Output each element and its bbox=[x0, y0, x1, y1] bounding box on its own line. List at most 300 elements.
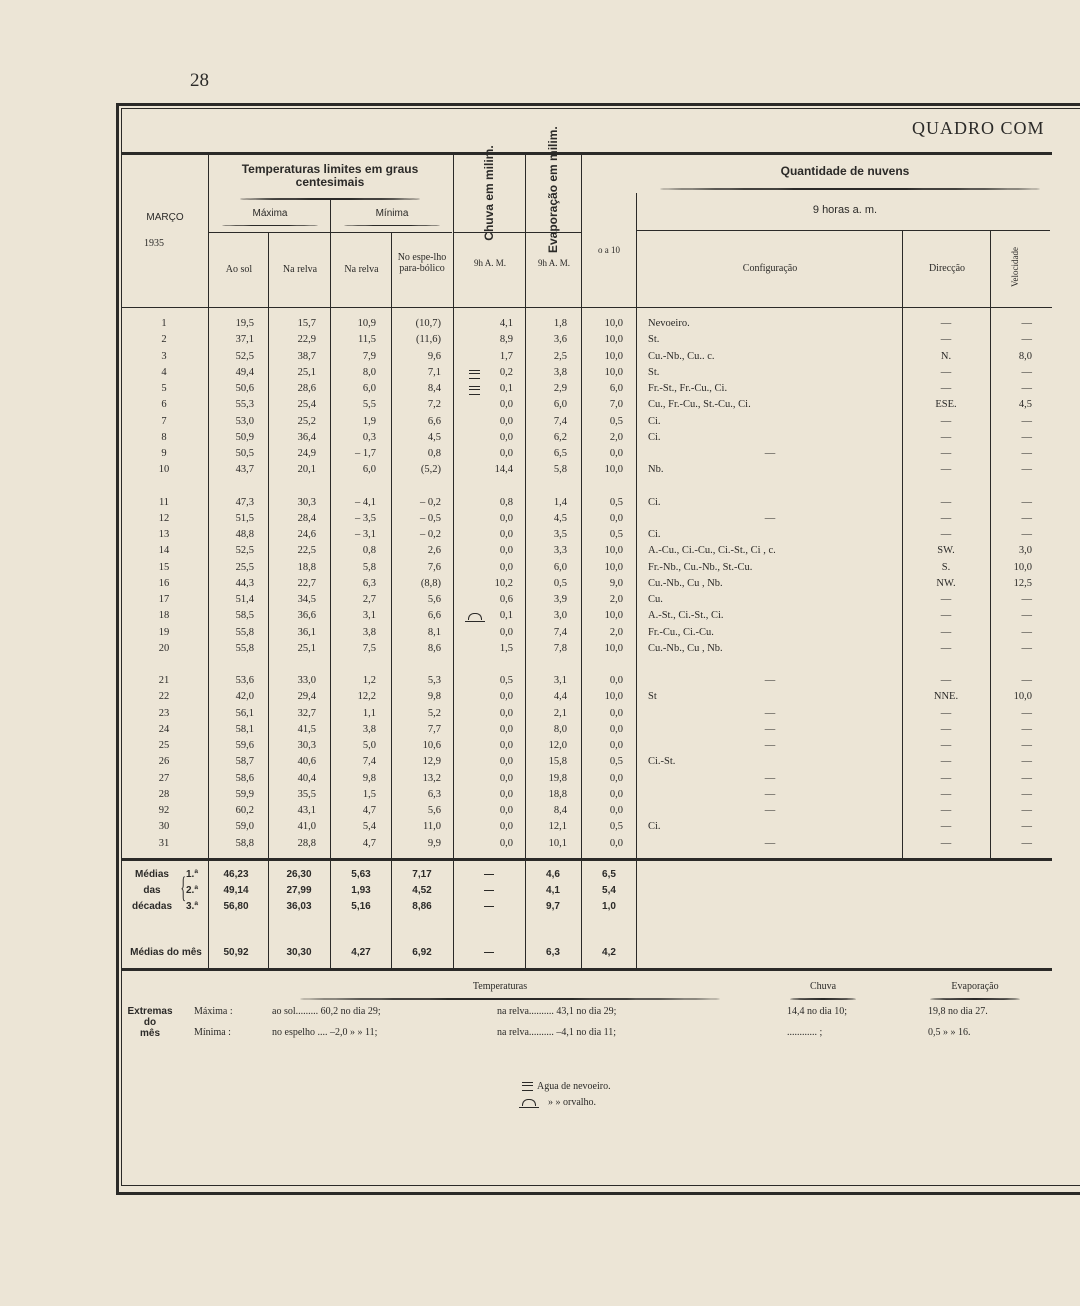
cell-nuvens: 0,0 bbox=[609, 707, 623, 719]
cell-velocidade: 3,0 bbox=[1018, 545, 1032, 557]
cell-chuva: 0,0 bbox=[499, 399, 513, 411]
decada-cell: 36,03 bbox=[286, 901, 312, 912]
cell-velocidade: 4,5 bbox=[1018, 399, 1032, 411]
cell-configuracao: Cu.-Nb., Cu , Nb. bbox=[648, 577, 723, 589]
cell-nuvens: 10,0 bbox=[604, 545, 623, 557]
cell-ao-sol: 53,6 bbox=[235, 675, 254, 686]
cell-ao-sol: 50,6 bbox=[235, 383, 254, 394]
decada-cell: 9,7 bbox=[546, 901, 560, 912]
decada-cell: 7,17 bbox=[412, 869, 432, 880]
dew-icon bbox=[522, 1099, 536, 1106]
cell-velocidade: — bbox=[1021, 512, 1032, 524]
cell-configuracao: — bbox=[764, 723, 776, 735]
table-title: QUADRO COM bbox=[912, 118, 1045, 138]
extremas-max-evap: 19,8 no dia 27. bbox=[928, 1006, 988, 1017]
cell-nuvens: 0,0 bbox=[609, 740, 623, 751]
cell-day: 27 bbox=[158, 772, 170, 784]
cell-ao-sol: 58,1 bbox=[235, 723, 254, 735]
cell-day: 20 bbox=[158, 642, 170, 654]
decada-cell: 5,4 bbox=[602, 885, 616, 896]
cell-espelho: 8,1 bbox=[427, 626, 441, 638]
cell-velocidade: — bbox=[1021, 805, 1032, 816]
cell-direccao: — bbox=[940, 788, 952, 800]
cell-configuracao: Nb. bbox=[648, 464, 664, 476]
cell-relva-min: 5,5 bbox=[362, 399, 376, 411]
cell-velocidade: — bbox=[1021, 723, 1032, 735]
temp-group-header: Temperaturas limites em graus centesimais bbox=[241, 162, 419, 189]
cell-configuracao: — bbox=[764, 512, 776, 524]
cell-nuvens: 0,0 bbox=[609, 723, 623, 735]
cell-nuvens: 0,0 bbox=[609, 837, 623, 849]
cell-nuvens: 0,0 bbox=[609, 772, 623, 784]
cell-day: 15 bbox=[158, 561, 170, 573]
nuvens-hour: 9 horas a. m. bbox=[812, 204, 878, 216]
cell-velocidade: — bbox=[1021, 707, 1032, 719]
cell-direccao: — bbox=[940, 512, 952, 524]
cell-configuracao: Cu., Fr.-Cu., St.-Cu., Ci. bbox=[648, 399, 751, 411]
cell-velocidade: — bbox=[1021, 837, 1032, 849]
cell-configuracao: — bbox=[764, 837, 776, 849]
cell-direccao: — bbox=[940, 642, 952, 654]
cell-ao-sol: 56,1 bbox=[235, 707, 254, 719]
cell-espelho: (5,2) bbox=[420, 464, 441, 476]
cell-velocidade: 10,0 bbox=[1013, 561, 1032, 573]
cell-day: 12 bbox=[158, 512, 170, 524]
cell-nuvens: 10,0 bbox=[604, 642, 623, 654]
cell-relva-min: 5,4 bbox=[362, 821, 376, 833]
extremas-label-2: do bbox=[143, 1017, 157, 1028]
col-ao-sol: Ao sol bbox=[225, 264, 253, 275]
mes-cell: 4,2 bbox=[602, 947, 616, 958]
cell-relva-max: 25,1 bbox=[297, 366, 316, 378]
cell-ao-sol: 49,4 bbox=[235, 366, 254, 378]
cell-direccao: — bbox=[940, 707, 952, 719]
decada-cell: 1,93 bbox=[351, 885, 371, 896]
cell-day: 5 bbox=[161, 383, 167, 394]
year-label: 1935 bbox=[144, 238, 164, 249]
cell-ao-sol: 42,0 bbox=[235, 691, 254, 703]
cell-relva-min: 7,4 bbox=[362, 756, 376, 768]
cell-relva-max: 36,6 bbox=[297, 610, 316, 622]
cell-direccao: SW. bbox=[937, 545, 955, 557]
cell-ao-sol: 52,5 bbox=[235, 545, 254, 557]
cell-velocidade: — bbox=[1021, 464, 1032, 476]
cell-chuva: 0,0 bbox=[499, 448, 513, 459]
cell-velocidade: — bbox=[1021, 496, 1032, 508]
cell-configuracao: Ci. bbox=[648, 529, 661, 540]
cell-chuva: 0,0 bbox=[499, 545, 513, 557]
cell-direccao: — bbox=[940, 756, 952, 768]
cell-relva-max: 28,6 bbox=[297, 383, 316, 394]
cell-velocidade: — bbox=[1021, 448, 1032, 459]
cell-evaporacao: 2,1 bbox=[553, 707, 567, 719]
cell-evaporacao: 2,9 bbox=[553, 383, 567, 394]
cell-relva-max: 34,5 bbox=[297, 594, 316, 605]
cell-relva-max: 30,3 bbox=[297, 496, 316, 508]
cell-direccao: — bbox=[940, 415, 952, 427]
cell-ao-sol: 58,8 bbox=[235, 837, 254, 849]
cell-direccao: — bbox=[940, 805, 952, 816]
cell-configuracao: Ci. bbox=[648, 821, 661, 833]
cell-configuracao: A.-Cu., Ci.-Cu., Ci.-St., Ci , c. bbox=[648, 545, 776, 557]
cell-relva-max: 41,0 bbox=[297, 821, 316, 833]
cell-velocidade: — bbox=[1021, 756, 1032, 768]
cell-nuvens: 10,0 bbox=[604, 366, 623, 378]
cell-day: 14 bbox=[158, 545, 170, 557]
cell-velocidade: — bbox=[1021, 772, 1032, 784]
cell-velocidade: 10,0 bbox=[1013, 691, 1032, 703]
cell-evaporacao: 7,4 bbox=[553, 626, 567, 638]
cell-ao-sol: 48,8 bbox=[235, 529, 254, 540]
extremas-temp-header: Temperaturas bbox=[472, 981, 528, 992]
cell-day: 92 bbox=[158, 805, 170, 816]
cell-relva-max: 38,7 bbox=[297, 350, 316, 362]
mes-cell: 30,30 bbox=[286, 947, 312, 958]
cell-nuvens: 2,0 bbox=[609, 594, 623, 605]
cell-direccao: S. bbox=[941, 561, 951, 573]
chuva-header: Chuva em milim. bbox=[482, 145, 496, 241]
cell-relva-min: 3,8 bbox=[362, 723, 376, 735]
decada-cell: 56,80 bbox=[223, 901, 249, 912]
cell-configuracao: Fr.-Cu., Ci.-Cu. bbox=[648, 626, 714, 638]
cell-relva-min: 1,5 bbox=[362, 788, 376, 800]
cell-day: 7 bbox=[161, 415, 167, 427]
cell-relva-min: 5,0 bbox=[362, 740, 376, 751]
cell-relva-min: 10,9 bbox=[357, 318, 376, 329]
cell-direccao: — bbox=[940, 594, 952, 605]
decadas-label-1: Médias bbox=[135, 869, 169, 880]
cell-evaporacao: 2,5 bbox=[553, 350, 567, 362]
cell-relva-min: 1,2 bbox=[362, 675, 376, 686]
cell-relva-min: – 3,1 bbox=[355, 529, 376, 540]
cell-relva-min: 6,0 bbox=[362, 464, 376, 476]
cell-ao-sol: 53,0 bbox=[235, 415, 254, 427]
cell-evaporacao: 10,1 bbox=[548, 837, 567, 849]
cell-configuracao: Fr.-St., Fr.-Cu., Ci. bbox=[648, 383, 728, 394]
cell-relva-max: 30,3 bbox=[297, 740, 316, 751]
legend-fog: Agua de nevoeiro. bbox=[522, 1081, 611, 1092]
header-top-rule bbox=[121, 152, 1052, 155]
cell-evaporacao: 5,8 bbox=[553, 464, 567, 476]
cell-nuvens: 0,5 bbox=[609, 821, 623, 833]
cell-espelho: 2,6 bbox=[427, 545, 441, 557]
cell-relva-max: 28,4 bbox=[297, 512, 316, 524]
cell-relva-max: 40,6 bbox=[297, 756, 316, 768]
decada-cell: 5,16 bbox=[351, 901, 371, 912]
cell-relva-min: – 4,1 bbox=[355, 496, 376, 508]
cell-velocidade: — bbox=[1021, 642, 1032, 654]
cell-evaporacao: 1,8 bbox=[553, 318, 567, 329]
mes-cell: 4,27 bbox=[351, 947, 371, 958]
mes-cell: 50,92 bbox=[223, 947, 249, 958]
cell-espelho: 9,6 bbox=[427, 350, 441, 362]
cell-day: 11 bbox=[158, 496, 170, 508]
cell-velocidade: — bbox=[1021, 610, 1032, 622]
cell-espelho: – 0,2 bbox=[420, 496, 441, 508]
cell-evaporacao: 3,9 bbox=[553, 594, 567, 605]
cell-configuracao: Cu.-Nb., Cu , Nb. bbox=[648, 642, 723, 654]
cell-direccao: — bbox=[940, 610, 952, 622]
cell-espelho: 12,9 bbox=[422, 756, 441, 768]
cell-day: 24 bbox=[158, 723, 170, 735]
cell-ao-sol: 50,9 bbox=[235, 431, 254, 443]
cell-relva-max: 28,8 bbox=[297, 837, 316, 849]
maxima-header: Máxima bbox=[252, 208, 288, 219]
cell-velocidade: — bbox=[1021, 788, 1032, 800]
cell-espelho: 7,7 bbox=[427, 723, 441, 735]
cell-espelho: 8,6 bbox=[427, 642, 441, 654]
cell-ao-sol: 60,2 bbox=[235, 805, 254, 816]
extremas-chuva-header: Chuva bbox=[809, 981, 837, 992]
cell-espelho: 4,5 bbox=[427, 431, 441, 443]
cell-chuva: 0,0 bbox=[499, 512, 513, 524]
fog-water-icon bbox=[522, 1082, 533, 1091]
extremas-min-evap: 0,5 » » 16. bbox=[928, 1027, 971, 1038]
cell-espelho: 6,3 bbox=[427, 788, 441, 800]
cell-relva-max: 36,4 bbox=[297, 431, 316, 443]
cell-velocidade: — bbox=[1021, 318, 1032, 329]
cell-chuva: 0,6 bbox=[499, 594, 513, 605]
cell-direccao: — bbox=[940, 464, 952, 476]
decada-cell: 4,1 bbox=[546, 885, 560, 896]
cell-chuva: 0,0 bbox=[499, 691, 513, 703]
cell-relva-min: 1,9 bbox=[362, 415, 376, 427]
cell-evaporacao: 3,1 bbox=[553, 675, 567, 686]
cell-relva-max: 15,7 bbox=[297, 318, 316, 329]
cell-configuracao: — bbox=[764, 788, 776, 800]
cell-day: 28 bbox=[158, 788, 170, 800]
cell-velocidade: — bbox=[1021, 740, 1032, 751]
cell-relva-min: 8,0 bbox=[362, 366, 376, 378]
cell-espelho: 10,6 bbox=[422, 740, 441, 751]
cell-relva-max: 20,1 bbox=[297, 464, 316, 476]
cell-ao-sol: 59,0 bbox=[235, 821, 254, 833]
cell-relva-max: 32,7 bbox=[297, 707, 316, 719]
cell-relva-min: 9,8 bbox=[362, 772, 376, 784]
cell-ao-sol: 44,3 bbox=[235, 577, 254, 589]
cell-nuvens: 10,0 bbox=[604, 318, 623, 329]
extremas-max-sol: ao sol......... 60,2 no dia 29; bbox=[272, 1006, 381, 1017]
cell-nuvens: 10,0 bbox=[604, 610, 623, 622]
cell-relva-max: 18,8 bbox=[297, 561, 316, 573]
cell-velocidade: — bbox=[1021, 431, 1032, 443]
cell-evaporacao: 15,8 bbox=[548, 756, 567, 768]
col-espelho: No espe-lho para-bólico bbox=[397, 252, 447, 274]
cell-direccao: N. bbox=[940, 350, 952, 362]
cell-day: 18 bbox=[158, 610, 170, 622]
cell-nuvens: 0,5 bbox=[609, 529, 623, 540]
cell-configuracao: Ci. bbox=[648, 496, 661, 508]
cell-relva-max: 36,1 bbox=[297, 626, 316, 638]
cell-configuracao: Fr.-Nb., Cu.-Nb., St.-Cu. bbox=[648, 561, 753, 573]
decadas-label-3: décadas bbox=[131, 901, 173, 912]
cell-ao-sol: 55,8 bbox=[235, 642, 254, 654]
decada-cell: 49,14 bbox=[223, 885, 249, 896]
decada-cell: 27,99 bbox=[286, 885, 312, 896]
cell-relva-min: 6,3 bbox=[362, 577, 376, 589]
cell-nuvens: 0,5 bbox=[609, 496, 623, 508]
cell-chuva: 0,0 bbox=[499, 415, 513, 427]
extremas-maxima: Máxima : bbox=[194, 1006, 233, 1017]
cell-evaporacao: 12,1 bbox=[548, 821, 567, 833]
cell-ao-sol: 58,7 bbox=[235, 756, 254, 768]
cell-espelho: 7,2 bbox=[427, 399, 441, 411]
cell-relva-max: 22,7 bbox=[297, 577, 316, 589]
cell-day: 2 bbox=[161, 334, 167, 346]
cell-relva-min: – 3,5 bbox=[355, 512, 376, 524]
cell-espelho: 0,8 bbox=[427, 448, 441, 459]
cell-chuva: 0,0 bbox=[499, 707, 513, 719]
cell-ao-sol: 19,5 bbox=[235, 318, 254, 329]
cell-ao-sol: 58,5 bbox=[235, 610, 254, 622]
cell-relva-min: 1,1 bbox=[362, 707, 376, 719]
cell-day: 16 bbox=[158, 577, 170, 589]
extremas-max-relva: na relva.......... 43,1 no dia 29; bbox=[497, 1006, 617, 1017]
cell-day: 31 bbox=[158, 837, 170, 849]
cell-relva-min: 4,7 bbox=[362, 837, 376, 849]
cell-relva-min: 6,0 bbox=[362, 383, 376, 394]
decada-cell: — bbox=[484, 885, 494, 896]
cell-direccao: — bbox=[940, 431, 952, 443]
cell-espelho: 8,4 bbox=[427, 383, 441, 394]
extremas-minima: Mínima : bbox=[194, 1027, 231, 1038]
cell-espelho: 13,2 bbox=[422, 772, 441, 784]
cell-nuvens: 2,0 bbox=[609, 431, 623, 443]
cell-evaporacao: 6,2 bbox=[553, 431, 567, 443]
cell-relva-max: 24,9 bbox=[297, 448, 316, 459]
data-bottom-rule bbox=[121, 858, 1052, 861]
cell-nuvens: 0,5 bbox=[609, 415, 623, 427]
cell-direccao: — bbox=[940, 318, 952, 329]
cell-nuvens: 10,0 bbox=[604, 561, 623, 573]
mes-cell: 6,92 bbox=[412, 947, 432, 958]
cell-chuva: 14,4 bbox=[494, 464, 513, 476]
cell-espelho: 9,8 bbox=[427, 691, 441, 703]
extremas-evap-header: Evaporação bbox=[951, 981, 999, 992]
cell-direccao: — bbox=[940, 383, 952, 394]
cell-direccao: — bbox=[940, 723, 952, 735]
cell-day: 26 bbox=[158, 756, 170, 768]
cell-configuracao: A.-St., Ci.-St., Ci. bbox=[648, 610, 724, 622]
cell-ao-sol: 51,4 bbox=[235, 594, 254, 605]
cell-relva-max: 22,9 bbox=[297, 334, 316, 346]
cell-day: 21 bbox=[158, 675, 170, 686]
cell-relva-min: 7,5 bbox=[362, 642, 376, 654]
cell-chuva: 0,0 bbox=[499, 626, 513, 638]
cell-evaporacao: 12,0 bbox=[548, 740, 567, 751]
cell-direccao: NW. bbox=[936, 577, 956, 589]
cell-configuracao: St bbox=[648, 691, 657, 703]
cell-evaporacao: 6,0 bbox=[553, 399, 567, 411]
cell-espelho: 6,6 bbox=[427, 415, 441, 427]
summary-bottom-rule bbox=[121, 968, 1052, 971]
cell-nuvens: 0,5 bbox=[609, 756, 623, 768]
cell-chuva: 8,9 bbox=[499, 334, 513, 346]
evap-hour: 9h A. M. bbox=[537, 258, 570, 268]
cell-nuvens: 0,0 bbox=[609, 788, 623, 800]
cell-evaporacao: 8,0 bbox=[553, 723, 567, 735]
decada-cell: 3.ª bbox=[186, 901, 199, 912]
cell-evaporacao: 3,6 bbox=[553, 334, 567, 346]
cell-ao-sol: 37,1 bbox=[235, 334, 254, 346]
cell-espelho: 5,3 bbox=[427, 675, 441, 686]
cell-espelho: 7,6 bbox=[427, 561, 441, 573]
cell-velocidade: — bbox=[1021, 529, 1032, 540]
cell-ao-sol: 59,6 bbox=[235, 740, 254, 751]
cell-relva-max: 25,4 bbox=[297, 399, 316, 411]
cell-relva-min: 4,7 bbox=[362, 805, 376, 816]
cell-chuva: 0,0 bbox=[499, 837, 513, 849]
cell-chuva: 0,0 bbox=[499, 431, 513, 443]
minima-header: Mínima bbox=[375, 208, 409, 219]
cell-day: 9 bbox=[161, 448, 167, 459]
cell-direccao: — bbox=[940, 740, 952, 751]
cell-chuva: 1,5 bbox=[499, 642, 513, 654]
cell-day: 30 bbox=[158, 821, 170, 833]
cell-day: 17 bbox=[158, 594, 170, 605]
cell-relva-max: 22,5 bbox=[297, 545, 316, 557]
cell-evaporacao: 19,8 bbox=[548, 772, 567, 784]
cell-direccao: — bbox=[940, 837, 952, 849]
cell-nuvens: 10,0 bbox=[604, 334, 623, 346]
cell-day: 4 bbox=[161, 366, 167, 378]
cell-configuracao: Ci. bbox=[648, 431, 661, 443]
cell-relva-max: 33,0 bbox=[297, 675, 316, 686]
cell-velocidade: — bbox=[1021, 594, 1032, 605]
cell-espelho: 11,0 bbox=[423, 821, 441, 833]
cell-relva-max: 25,2 bbox=[297, 415, 316, 427]
cell-velocidade: — bbox=[1021, 366, 1032, 378]
cell-direccao: ESE. bbox=[935, 399, 957, 411]
cell-relva-min: 0,3 bbox=[362, 431, 376, 443]
cell-configuracao: Nevoeiro. bbox=[648, 318, 690, 329]
col-na-relva-max: Na relva bbox=[282, 264, 318, 275]
cell-configuracao: Cu.-Nb., Cu.. c. bbox=[648, 350, 715, 362]
cell-day: 23 bbox=[158, 707, 170, 719]
cell-ao-sol: 47,3 bbox=[235, 496, 254, 508]
cell-evaporacao: 18,8 bbox=[548, 788, 567, 800]
cell-chuva: 0,8 bbox=[499, 496, 513, 508]
decada-cell: 8,86 bbox=[412, 901, 432, 912]
cell-chuva: 0,2 bbox=[499, 366, 513, 378]
header-bottom-rule bbox=[121, 307, 1052, 308]
cell-relva-min: 3,8 bbox=[362, 626, 376, 638]
cell-ao-sol: 43,7 bbox=[235, 464, 254, 476]
cell-relva-min: 7,9 bbox=[362, 350, 376, 362]
cell-day: 25 bbox=[158, 740, 170, 751]
cell-configuracao: St. bbox=[648, 366, 660, 378]
cell-relva-min: 2,7 bbox=[362, 594, 376, 605]
cell-velocidade: — bbox=[1021, 415, 1032, 427]
cell-configuracao: Ci.-St. bbox=[648, 756, 676, 768]
cell-configuracao: Cu. bbox=[648, 594, 663, 605]
cell-chuva: 0,0 bbox=[499, 723, 513, 735]
cell-nuvens: 0,0 bbox=[609, 675, 623, 686]
cell-evaporacao: 6,0 bbox=[553, 561, 567, 573]
cell-direccao: — bbox=[940, 821, 952, 833]
decada-cell: 5,63 bbox=[351, 869, 371, 880]
cell-chuva: 10,2 bbox=[494, 577, 513, 589]
cell-espelho: 5,2 bbox=[427, 707, 441, 719]
cell-ao-sol: 55,3 bbox=[235, 399, 254, 411]
cell-direccao: — bbox=[940, 334, 952, 346]
cell-chuva: 0,1 bbox=[499, 383, 513, 394]
cell-velocidade: — bbox=[1021, 334, 1032, 346]
cell-ao-sol: 59,9 bbox=[235, 788, 254, 800]
cell-configuracao: — bbox=[764, 448, 776, 459]
cell-espelho: (10,7) bbox=[415, 318, 441, 329]
cell-configuracao: — bbox=[764, 675, 776, 686]
